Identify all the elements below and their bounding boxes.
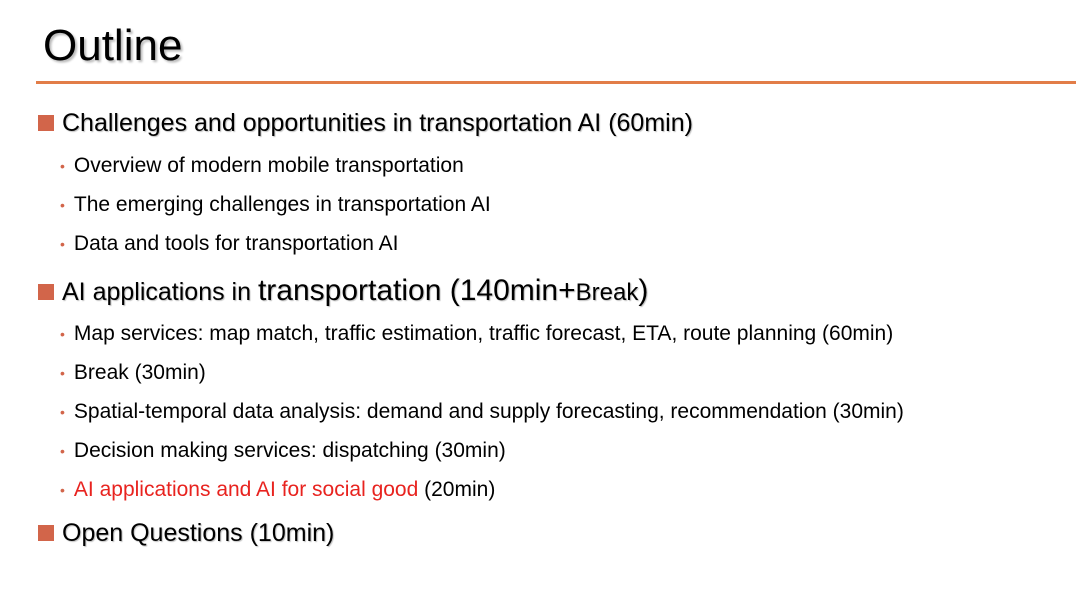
dot-bullet-icon: • xyxy=(60,482,65,498)
list-item xyxy=(60,190,491,220)
square-bullet-icon xyxy=(38,525,54,541)
section-label-part: Break xyxy=(575,279,639,306)
list-item-text: Map services: map match, traffic estimation, traffic forecast, ETA, route planning (60min) xyxy=(73,322,894,345)
dot-bullet-icon: • xyxy=(60,443,65,459)
list-item xyxy=(60,436,506,466)
list-item-highlight xyxy=(60,475,495,505)
dot-bullet-icon: • xyxy=(60,365,65,381)
list-item xyxy=(60,319,893,349)
list-item xyxy=(60,229,398,259)
section-ai-applications xyxy=(38,274,648,310)
section-label-part: AI applications in xyxy=(62,278,258,306)
dot-bullet-icon: • xyxy=(60,236,65,252)
list-item-text: Data and tools for transportation AI xyxy=(73,232,399,255)
list-item-text: Overview of modern mobile transportation xyxy=(73,154,464,177)
section-challenges xyxy=(38,106,693,140)
slide-title: Outline xyxy=(43,21,183,70)
list-item-text: Decision making services: dispatching (30min) xyxy=(73,439,506,462)
list-item xyxy=(60,151,464,181)
list-item-text: Spatial-temporal data analysis: demand and supply forecasting, recommendation (30min) xyxy=(73,400,904,423)
list-item xyxy=(60,397,904,427)
section-label: Open Questions (10min) xyxy=(62,519,335,547)
list-item-text: Break (30min) xyxy=(73,361,206,384)
highlight-duration: (20min) xyxy=(418,478,496,501)
list-item-text: The emerging challenges in transportation AI xyxy=(73,193,491,216)
square-bullet-icon xyxy=(38,115,54,131)
dot-bullet-icon: • xyxy=(60,326,65,342)
list-item xyxy=(60,358,206,388)
section-label xyxy=(62,274,648,310)
dot-bullet-icon: • xyxy=(60,404,65,420)
section-label-part: transportation (140min+ xyxy=(257,274,576,307)
section-label-part: ) xyxy=(638,274,649,307)
square-bullet-icon xyxy=(38,284,54,300)
dot-bullet-icon: • xyxy=(60,158,65,174)
section-label: Challenges and opportunities in transportation AI (60min) xyxy=(62,109,693,137)
highlight-text: AI applications and AI for social good xyxy=(73,478,419,501)
dot-bullet-icon: • xyxy=(60,197,65,213)
title-divider xyxy=(36,81,1076,84)
section-open-questions xyxy=(38,516,334,550)
